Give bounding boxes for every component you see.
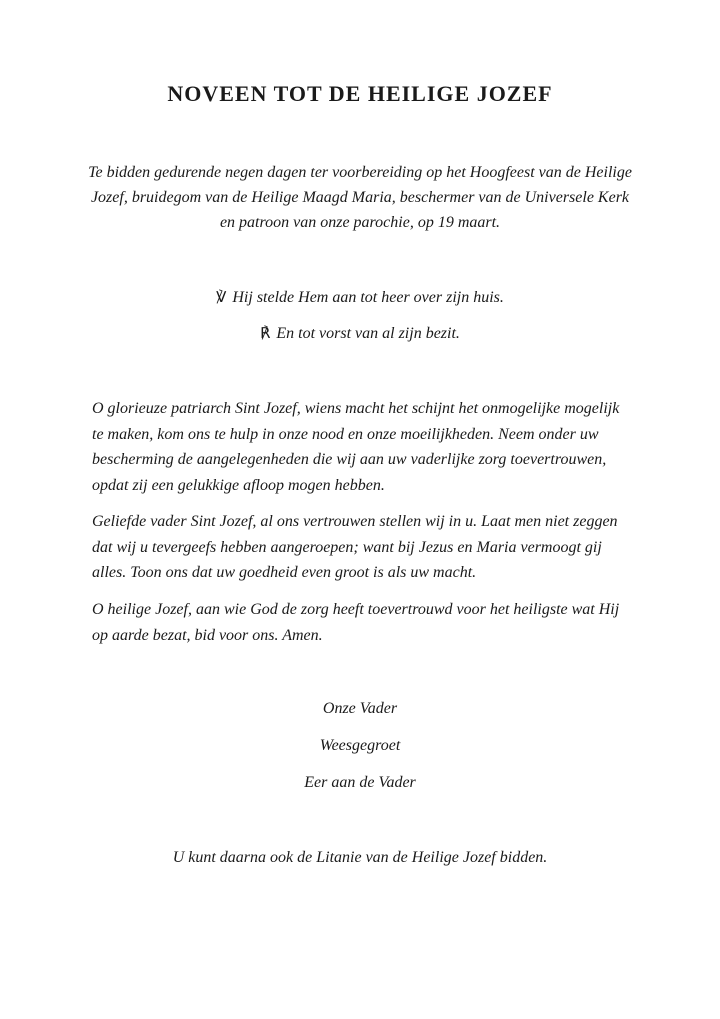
intro-paragraph: Te bidden gedurende negen dagen ter voorbereiding op het Hoogfeest van de Heilige Jozef, bruidegom van de Heilige Maagd Maria, beschermer van de Universele Kerk en patroon van onze parochie, op 19 maart. <box>88 164 632 231</box>
versicle-line <box>0 286 720 309</box>
versicle-symbol: ℣ <box>216 288 227 306</box>
response-line <box>0 322 720 345</box>
closing-note: U kunt daarna ook de Litanie van de Heilige Jozef bidden. <box>172 849 548 866</box>
response-text: En tot vorst van al zijn bezit. <box>276 325 460 342</box>
prayer-paragraph-3: O heilige Jozef, aan wie God de zorg heeft toevertrouwd voor het heiligste wat Hij op aarde bezat, bid voor ons. Amen. <box>92 601 620 644</box>
versicle-text: Hij stelde Hem aan tot heer over zijn huis. <box>232 289 504 306</box>
prayer-paragraph-1: O glorieuze patriarch Sint Jozef, wiens macht het schijnt het onmogelijke mogelijk te maken, kom ons te hulp in onze nood en onze moeilijkheden. Neem onder uw bescherming de aangelegenheden die wij aan uw vaderlijke zorg toevertrouwen, opdat zij een gelukkige afloop mogen hebben. <box>92 400 620 494</box>
short-prayer-our-father: Onze Vader <box>322 700 398 717</box>
short-prayer-glory-be: Eer aan de Vader <box>304 774 416 791</box>
short-prayer-hail-mary: Weesgegroet <box>319 737 401 754</box>
page-title: NOVEEN TOT DE HEILIGE JOZEF <box>167 81 553 106</box>
prayer-paragraph-2: Geliefde vader Sint Jozef, al ons vertrouwen stellen wij in u. Laat men niet zeggen dat wij u tevergeefs hebben aangeroepen; want bij Jezus en Maria vermoogt gij alles. Toon ons dat uw goedheid even groot is als uw macht. <box>92 513 618 581</box>
response-symbol: ℟ <box>260 324 271 342</box>
